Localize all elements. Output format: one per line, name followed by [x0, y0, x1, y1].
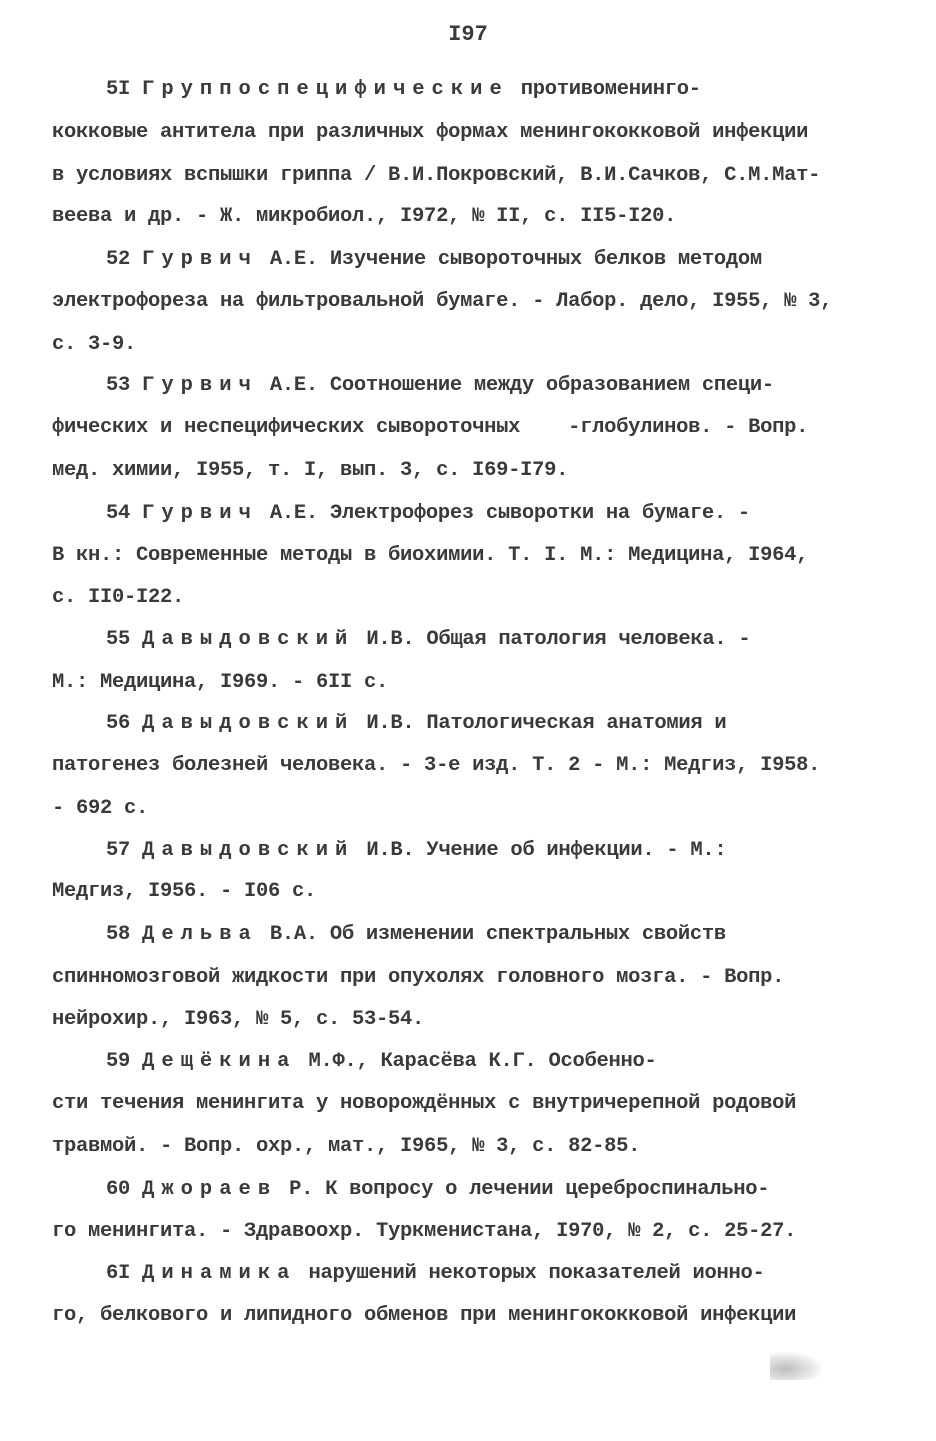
entry-59-line-1: [106, 1050, 657, 1073]
entry-author: Дещёкина: [142, 1050, 297, 1073]
page-number: I97: [448, 22, 488, 47]
entry-author: Динамика: [142, 1262, 297, 1285]
entry-text: М.Ф., Карасёва К.Г. Особенно-: [296, 1050, 657, 1073]
entry-58-line-2: спинномозговой жидкости при опухолях головного мозга. - Вопр.: [52, 966, 785, 989]
entry-51-line-1: [106, 78, 701, 101]
entry-59-line-2: сти течения менингита у новорождённых с внутричерепной родовой: [52, 1092, 797, 1115]
entry-52-line-2: электрофореза на фильтровальной бумаге. - Лабор. дело, I955, № 3,: [52, 290, 833, 313]
entry-53-line-1: [106, 374, 774, 397]
entry-author: Дельва: [142, 923, 258, 946]
entry-61-line-2: го, белкового и липидного обменов при менингококковой инфекции: [52, 1304, 797, 1327]
entry-52-line-3: с. 3-9.: [52, 333, 137, 356]
entry-author: Группоспецифические: [142, 78, 509, 101]
entry-number: 6I: [106, 1262, 131, 1285]
entry-56-line-2: патогенез болезней человека. - 3-е изд. Т. 2 - М.: Медгиз, I958.: [52, 754, 821, 777]
entry-author: Давыдовский: [142, 712, 355, 735]
entry-text: А.Е. Изучение сывороточных белков методом: [257, 248, 762, 271]
entry-number: 56: [106, 712, 131, 735]
entry-54-line-1: [106, 502, 750, 525]
entry-number: 54: [106, 502, 131, 525]
entry-text: И.В. Учение об инфекции. - М.:: [354, 839, 727, 862]
entry-number: 59: [106, 1050, 131, 1073]
entry-57-line-2: Медгиз, I956. - I06 с.: [52, 880, 317, 903]
entry-52-line-1: [106, 248, 762, 271]
entry-number: 53: [106, 374, 131, 397]
entry-61-line-1: [106, 1262, 765, 1285]
entry-text: Р. К вопросу о лечении цереброспинально-: [277, 1178, 770, 1201]
entry-58-line-1: [106, 923, 726, 946]
entry-author: Давыдовский: [142, 839, 355, 862]
entry-53-line-3: мед. химии, I955, т. I, вып. 3, с. I69-I79.: [52, 459, 569, 482]
entry-58-line-3: нейрохир., I963, № 5, с. 53-54.: [52, 1008, 425, 1031]
entry-57-line-1: [106, 839, 726, 862]
entry-54-line-2: В кн.: Современные методы в биохимии. Т. I. М.: Медицина, I964,: [52, 544, 809, 567]
entry-author: Гурвич: [142, 374, 258, 397]
entry-author: Гурвич: [142, 502, 258, 525]
entry-number: 5I: [106, 78, 131, 101]
entry-59-line-3: травмой. - Вопр. охр., мат., I965, № 3, с. 82-85.: [52, 1135, 641, 1158]
entry-number: 58: [106, 923, 131, 946]
entry-60-line-1: [106, 1178, 769, 1201]
scan-smudge: [770, 1352, 822, 1380]
entry-55-line-2: М.: Медицина, I969. - 6II с.: [52, 671, 389, 694]
entry-55-line-1: [106, 628, 750, 651]
entry-author: Джораев: [142, 1178, 278, 1201]
entry-text: А.Е. Электрофорез сыворотки на бумаге. -: [257, 502, 750, 525]
entry-60-line-2: го менингита. - Здравоохр. Туркменистана, I970, № 2, с. 25-27.: [52, 1220, 797, 1243]
entry-51-line-4: веева и др. - Ж. микробиол., I972, № II, с. II5-I20.: [52, 205, 677, 228]
entry-number: 60: [106, 1178, 131, 1201]
entry-number: 57: [106, 839, 131, 862]
entry-51-line-3: в условиях вспышки гриппа / В.И.Покровский, В.И.Сачков, С.М.Мат-: [52, 164, 821, 187]
entry-author: Гурвич: [142, 248, 258, 271]
entry-53-line-2: фических и неспецифических сывороточных -глобулинов. - Вопр.: [52, 416, 809, 439]
entry-author: Давыдовский: [142, 628, 355, 651]
entry-text: В.А. Об изменении спектральных свойств: [257, 923, 726, 946]
entry-56-line-1: [106, 712, 726, 735]
entry-text: И.В. Общая патология человека. -: [354, 628, 751, 651]
entry-56-line-3: - 692 с.: [52, 797, 149, 820]
entry-text: противоменинго-: [508, 78, 701, 101]
entry-number: 55: [106, 628, 131, 651]
entry-54-line-3: с. II0-I22.: [52, 586, 185, 609]
entry-text: А.Е. Соотношение между образованием специ-: [257, 374, 774, 397]
entry-number: 52: [106, 248, 131, 271]
entry-text: И.В. Патологическая анатомия и: [354, 712, 727, 735]
entry-51-line-2: кокковые антитела при различных формах менингококковой инфекции: [52, 121, 809, 144]
entry-text: нарушений некоторых показателей ионно-: [296, 1262, 765, 1285]
